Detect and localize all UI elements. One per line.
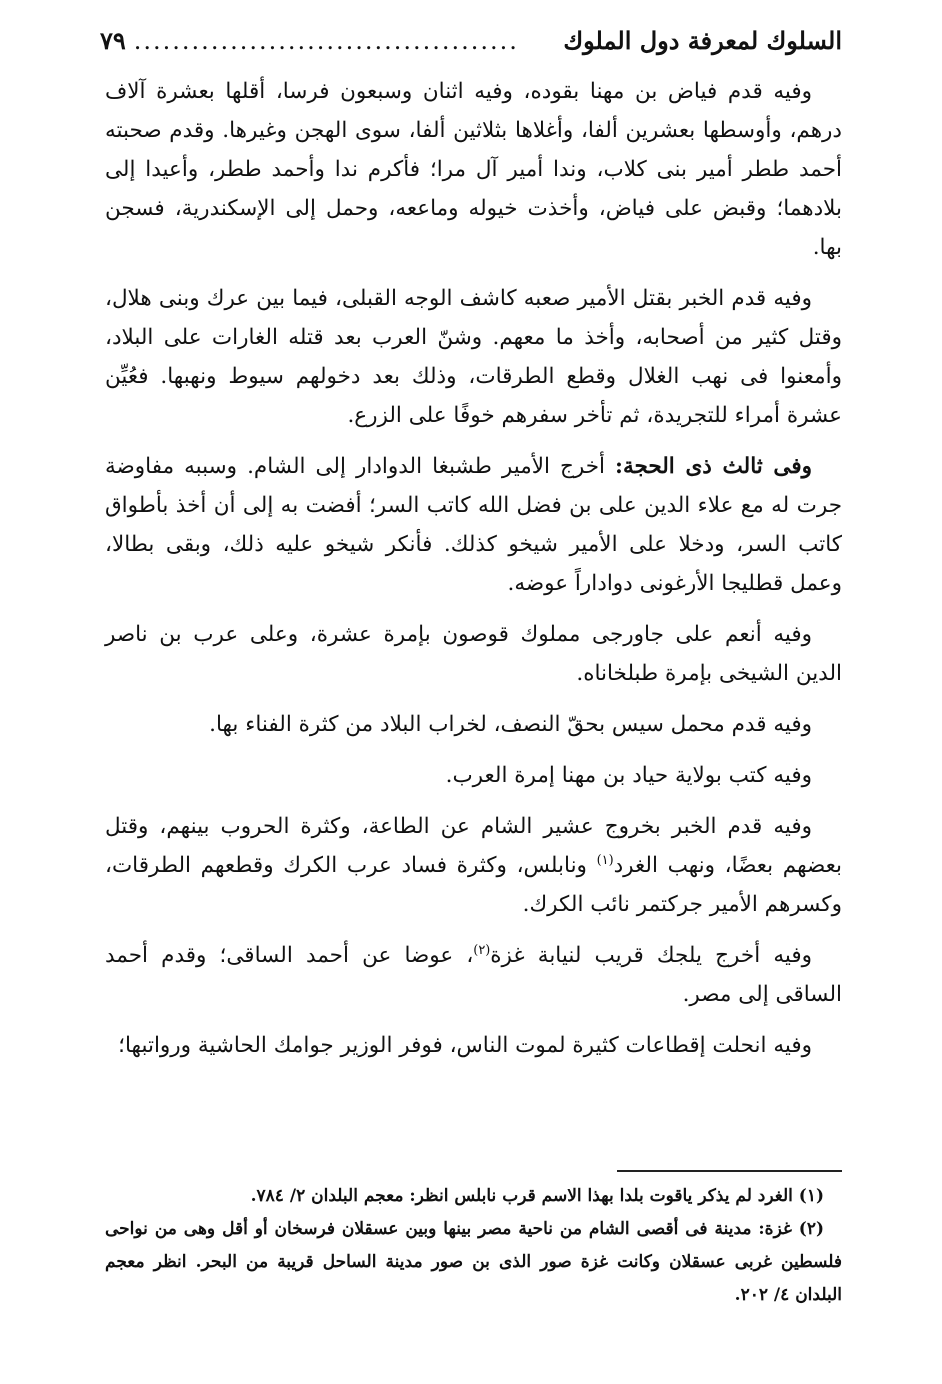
paragraph-text: ونابلس، وكثرة فساد عرب الكرك وقطعهم الطرقات، وكسرهم الأمير جركتمر نائب الكرك. (105, 853, 842, 917)
paragraph: وفيه قدم الخبر بقتل الأمير صعبه كاشف الوجه القبلى، فيما بين عرك وبنى هلال، وقتل كثير من أصحابه، وأخذ ما معهم. وشنّ العرب بعد قتله الغارات على البلاد، وأمعنوا فى نهب الغلال وقطع الطرقات، وذلك بعد دخولهم سيوط ونهبها. فعُيِّن عشرة أمراء للتجريدة، ثم تأخر سفرهم خوفًا على الزرع. (105, 286, 842, 428)
page-number: ٧٩ (100, 26, 126, 55)
footnote-separator (617, 1170, 842, 1172)
running-title: السلوك لمعرفة دول الملوك (563, 26, 842, 55)
paragraph: وفيه كتب بولاية حياد بن مهنا إمرة العرب. (445, 763, 812, 788)
leader-dots: ........................................ (133, 27, 519, 55)
paragraph (105, 447, 842, 603)
paragraph (105, 936, 842, 1014)
paragraph-lead: وفى ثالث ذى الحجة: (615, 454, 812, 479)
paragraph: وفيه قدم محمل سيس بحقّ النصف، لخراب البلاد من كثرة الفناء بها. (209, 712, 812, 737)
paragraph-text: أخرج الأمير طشبغا الدوادار إلى الشام. وسببه مفاوضة جرت له مع علاء الدين على بن فضل الله كاتب السر؛ أفضت به إلى أن أخذ بأطواق كاتب السر، ودخلا على الأمير شيخو كذلك. فأنكر شيخو عليه ذلك، وبقى بطالا، وعمل قطليجا الأرغونى دواداراً عوضه. (105, 454, 842, 596)
footnotes (105, 1180, 842, 1312)
main-text (105, 72, 842, 1077)
paragraph: وفيه انحلت إقطاعات كثيرة لموت الناس، فوفر الوزير جوامك الحاشية ورواتبها؛ (118, 1033, 812, 1058)
paragraph: وفيه قدم فياض بن مهنا بقوده، وفيه اثنان وسبعون فرسا، أقلها بعشرة آلاف درهم، وأوسطها بعشرين ألفا، وأغلاها بثلاثين ألفا، سوى الهجن وغيرها. وقدم صحبته أحمد ططر أمير بنى كلاب، وندا أمير آل مرا؛ فأكرم ندا وأحمد ططر، وأعيدا إلى بلادهما؛ وقبض على فياض، وأخذت خيوله وماععه، وحمل إلى الإسكندرية، فسجن بها. (105, 79, 842, 260)
footnote-ref[interactable]: (٢) (473, 942, 491, 958)
paragraph-text: وفيه أخرج يلجك قريب لنيابة غزة (490, 943, 812, 968)
paragraph: وفيه أنعم على جاورجى مملوك قوصون بإمرة عشرة، وعلى عرب بن ناصر الدين الشيخى بإمرة طبلخاناه. (105, 622, 842, 686)
running-header (100, 26, 842, 66)
paragraph-text: وفيه قدم الخبر بخروج عشير الشام عن الطاعة، وكثرة الحروب بينهم، وقتل بعضهم بعضًا، ونهب الغرد (105, 814, 843, 878)
paragraph-text: ، عوضا عن أحمد الساقى؛ وقدم أحمد الساقى إلى مصر. (105, 943, 842, 1007)
paragraph (105, 807, 842, 924)
footnote: (٢) غزة: مدينة فى أقصى الشام من ناحية مصر بينها وبين عسقلان فرسخان أو أقل وهى من نواحى فلسطين غربى عسقلان وكانت غزة صور الذى بن صور مدينة الساحل قريبة من البحر. انظر معجم البلدان ٤/ ٢٠٢. (105, 1219, 842, 1305)
footnote: (١) الغرد لم يذكر ياقوت بلدا بهذا الاسم قرب نابلس انظر: معجم البلدان ٢/ ٧٨٤. (250, 1186, 824, 1206)
footnote-ref[interactable]: (١) (596, 852, 614, 868)
